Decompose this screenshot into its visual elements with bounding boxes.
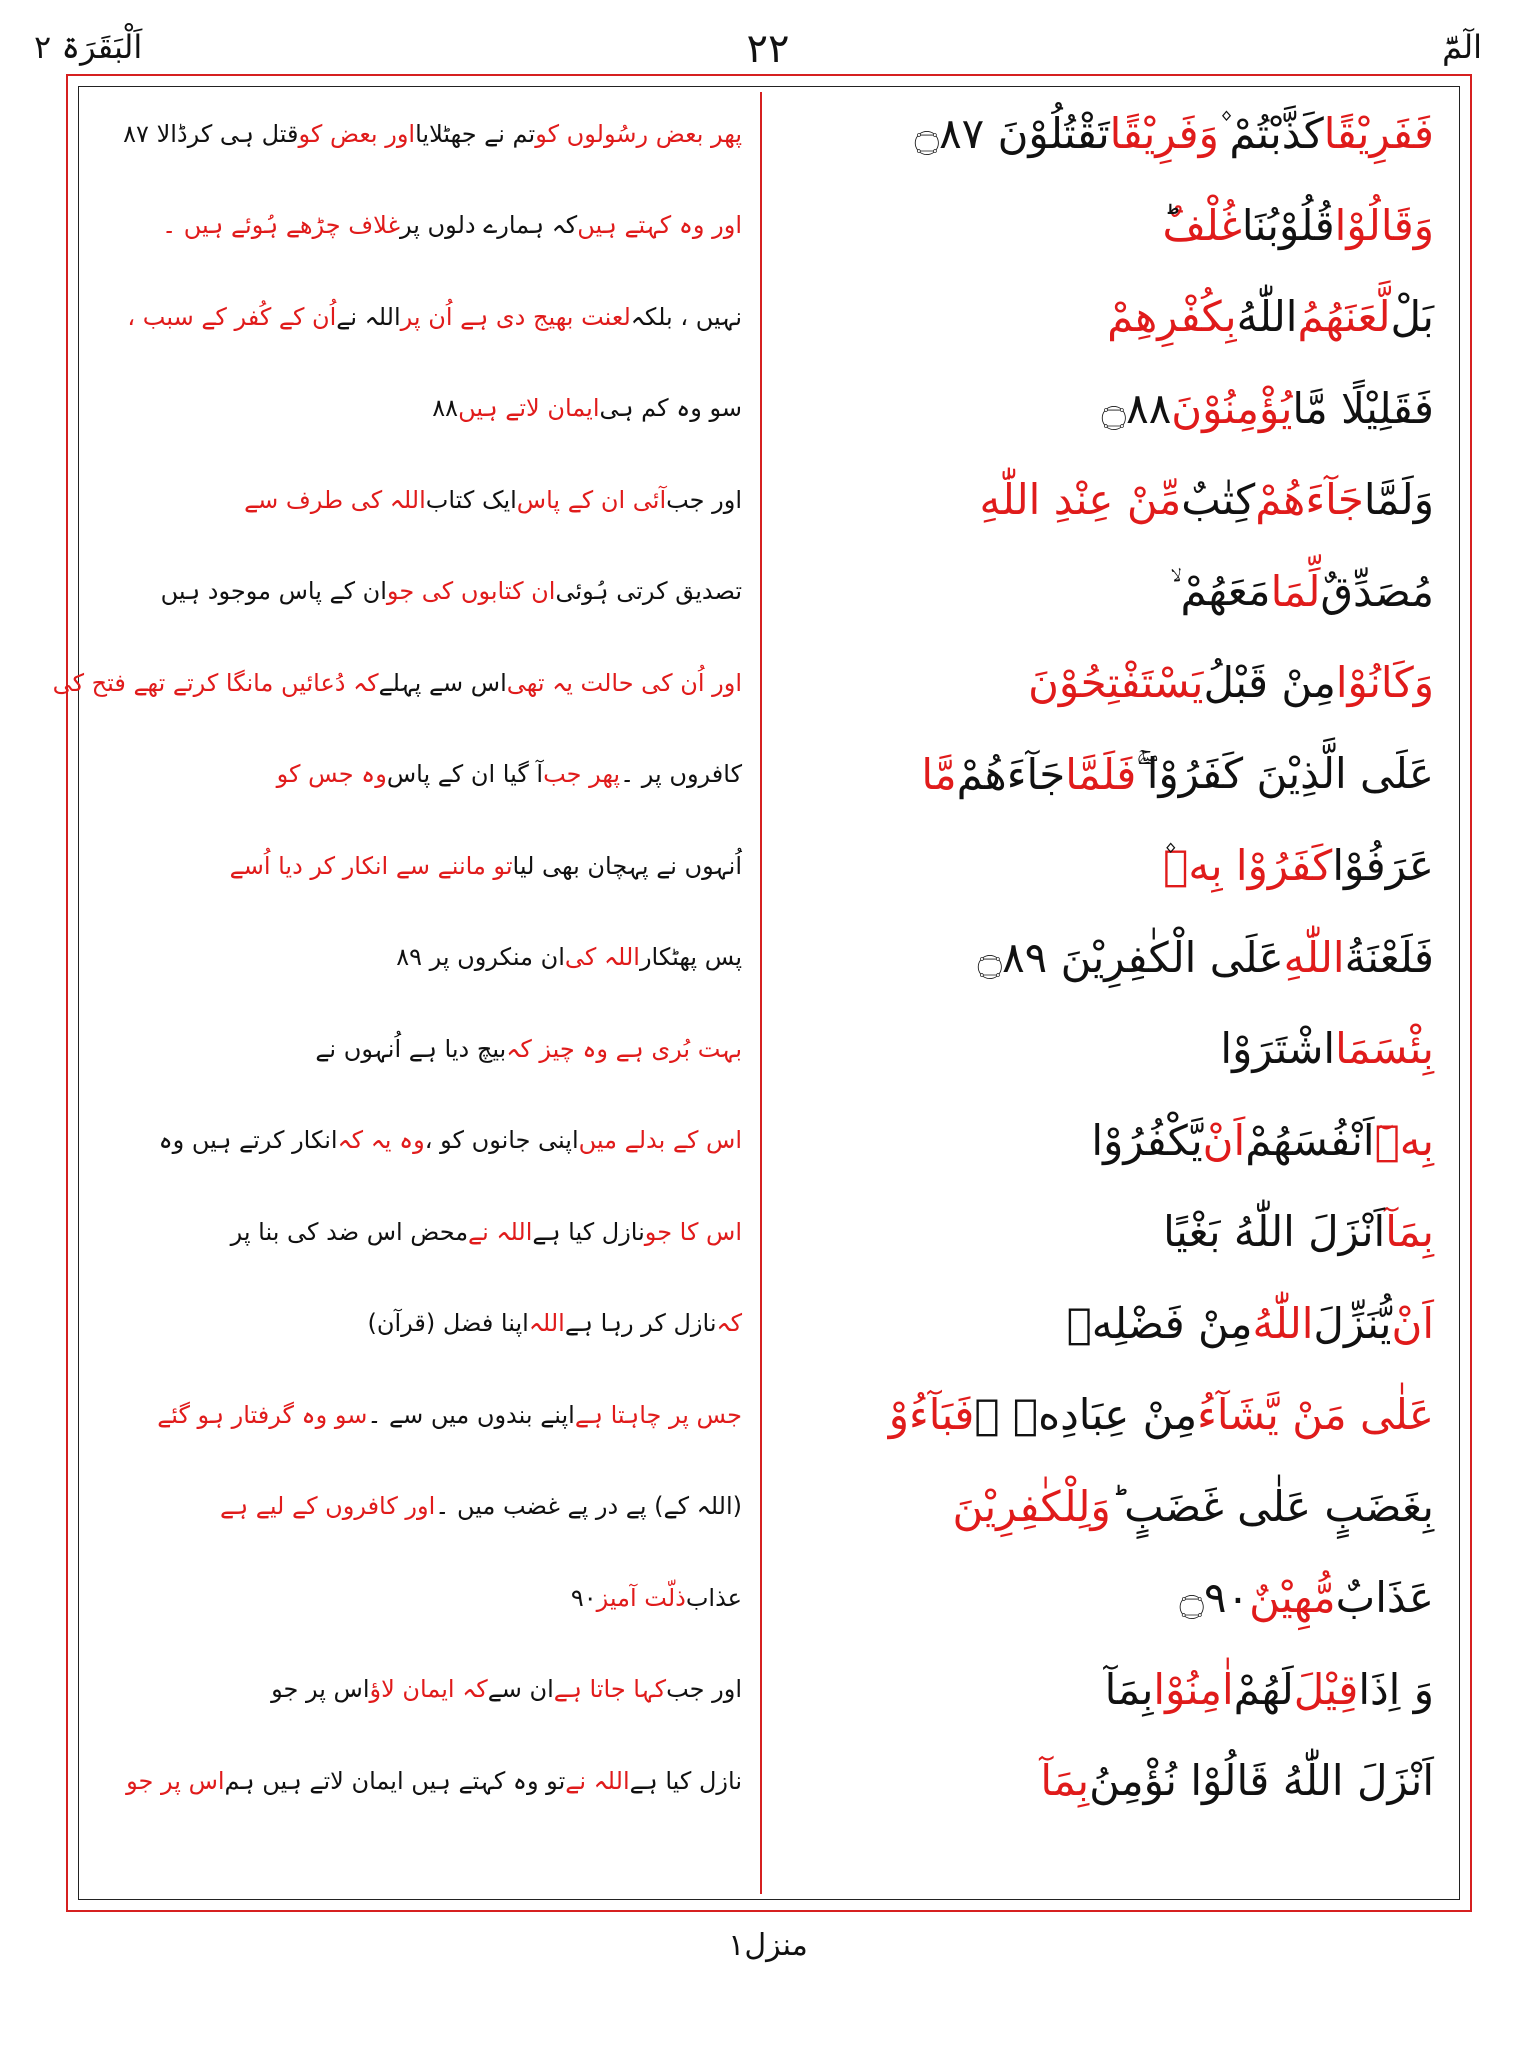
urdu-translation-line: [88, 1186, 756, 1278]
plain-text: كِتٰبٌ: [1181, 475, 1256, 525]
arabic-verse-line: [764, 1095, 1448, 1187]
surah-name: اَلْبَقَرَۃ ۲: [34, 28, 143, 66]
plain-text: مُصَدِّقٌ: [1320, 566, 1434, 616]
plain-text: اللہ نے: [336, 302, 401, 331]
plain-text: قُلُوْبُنَا: [1241, 200, 1335, 250]
highlighted-text: اور اُن کی حالت یہ تھی: [506, 668, 742, 697]
urdu-translation-line: [88, 271, 756, 363]
urdu-translation-line: [88, 1278, 756, 1370]
arabic-verse-line: [764, 88, 1448, 180]
plain-text: تم نے جھٹلایا: [415, 119, 536, 148]
highlighted-text: لعنت بھیج دی ہے اُن پر: [400, 302, 631, 331]
arabic-verse-line: [764, 546, 1448, 638]
highlighted-text: فَلَمَّا: [1065, 749, 1137, 799]
arabic-verse-line: [764, 271, 1448, 363]
plain-text: بِغَضَبٍ عَلٰى غَضَبٍ ؕ: [1110, 1481, 1434, 1531]
surah-short-name: الٓمّٓ: [1442, 28, 1482, 66]
highlighted-text: يُؤْمِنُوْنَ: [1171, 383, 1293, 433]
highlighted-text: مَّا: [921, 749, 957, 799]
arabic-verse-line: [764, 729, 1448, 821]
plain-text: انکار کرتے ہیں وہ: [158, 1126, 338, 1155]
highlighted-text: آئی ان کے پاس: [516, 485, 667, 514]
plain-text: بیچ دیا ہے اُنہوں نے: [315, 1034, 507, 1063]
plain-text: ان کے پاس موجود ہیں: [160, 577, 387, 606]
arabic-verse-line: [764, 820, 1448, 912]
highlighted-text: بِئْسَمَا: [1335, 1024, 1434, 1074]
arabic-verse-line: [764, 1003, 1448, 1095]
plain-text: عَلَى الَّذِيْنَ كَفَرُوْا ۚۖ: [1136, 749, 1434, 799]
urdu-translation-line: [88, 1369, 756, 1461]
plain-text: عَذَابٌ: [1335, 1573, 1434, 1623]
plain-text: عَلَى الْكٰفِرِيْنَ ۝٨٩: [977, 932, 1284, 982]
urdu-translation-line: [88, 363, 756, 455]
highlighted-text: اَنْ: [1391, 1298, 1434, 1348]
plain-text: پس پھٹکار: [639, 943, 742, 972]
plain-text: اشْتَرَوْا: [1220, 1024, 1336, 1074]
highlighted-text: وہ یہ کہ: [337, 1126, 425, 1155]
urdu-translation-line: [88, 1644, 756, 1736]
highlighted-text: تو ماننے سے انکار کر دیا اُسے: [229, 851, 513, 880]
plain-text: ایک کتاب: [425, 485, 517, 514]
highlighted-text: اس کا جو: [644, 1217, 742, 1246]
highlighted-text: اٰمِنُوْا: [1153, 1664, 1234, 1714]
plain-text: تَقْتُلُوْنَ ۝٨٧: [914, 109, 1110, 159]
arabic-verse-line: [764, 1644, 1448, 1736]
plain-text: آ گیا ان کے پاس: [386, 760, 544, 789]
plain-text: مَعَهُمْ ۙ: [1169, 566, 1271, 616]
arabic-verse-line: [764, 454, 1448, 546]
highlighted-text: وَلِلْكٰفِرِيْنَ: [952, 1481, 1111, 1531]
highlighted-text: ایمان لاتے ہیں: [458, 394, 600, 423]
arabic-verse-line: [764, 1461, 1448, 1553]
highlighted-text: بِهٖٓ: [1374, 1115, 1434, 1165]
plain-text: اپنا فضل (قرآن): [367, 1309, 529, 1338]
plain-text: ۝٨٨: [1101, 383, 1172, 433]
plain-text: بَلْ: [1390, 292, 1434, 342]
arabic-verse-line: [764, 180, 1448, 272]
arabic-verse-line: [764, 1369, 1448, 1461]
highlighted-text: اللہ: [528, 1309, 565, 1338]
highlighted-text: اور وہ کہتے ہیں: [577, 211, 742, 240]
plain-text: فَلَعْنَةُ: [1344, 932, 1434, 982]
highlighted-text: مُّهِيْنٌ: [1249, 1573, 1336, 1623]
plain-text: اُنہوں نے پہچان بھی لیا: [512, 851, 742, 880]
highlighted-text: عَلٰى مَنْ يَّشَآءُ: [1197, 1390, 1434, 1440]
plain-text: اللّٰهُ: [1236, 292, 1298, 342]
highlighted-text: اللّٰهِ: [1283, 932, 1345, 982]
highlighted-text: اللہ کی طرف سے: [244, 485, 426, 514]
highlighted-text: لَّعَنَهُمُ: [1297, 292, 1391, 342]
highlighted-text: وَفَرِيْقًا: [1109, 109, 1219, 159]
urdu-translation-line: [88, 1095, 756, 1187]
plain-text: ۸۸: [432, 394, 459, 423]
highlighted-text: بِمَآ: [1040, 1756, 1090, 1806]
arabic-verse-line: [764, 1278, 1448, 1370]
highlighted-text: بِمَآ: [1385, 1207, 1434, 1257]
urdu-translation-line: [88, 729, 756, 821]
urdu-translation-line: [88, 1552, 756, 1644]
plain-text: فَقَلِيْلًا مَّا: [1292, 383, 1434, 433]
plain-text: اَنْزَلَ اللّٰهُ بَغْيًا: [1163, 1207, 1386, 1257]
plain-text: ان سے: [487, 1675, 554, 1704]
highlighted-text: کہ دُعائیں مانگا کرتے تھے فتح کی: [52, 668, 379, 697]
plain-text: کہ ہمارے دلوں پر: [400, 211, 578, 240]
highlighted-text: ان کتابوں کی جو: [386, 577, 556, 606]
plain-text: تو وہ کہتے ہیں ایمان لاتے ہیں ہم: [224, 1766, 566, 1795]
plain-text: کافروں پر ۔: [620, 760, 742, 789]
urdu-translation-line: [88, 180, 756, 272]
column-divider: [760, 92, 762, 1894]
urdu-translation-column: [52, 88, 756, 1827]
highlighted-text: اُن کے کُفر کے سبب ،: [127, 302, 337, 331]
plain-text: كَذَّبْتُمْ ۫: [1218, 108, 1324, 158]
highlighted-text: وہ جس کو: [276, 760, 387, 789]
arabic-verse-line: [764, 1552, 1448, 1644]
plain-text: اور جب: [666, 1675, 742, 1704]
plain-text: مِنْ قَبْلُ: [1203, 658, 1336, 708]
highlighted-text: وَكَانُوْا: [1335, 658, 1434, 708]
highlighted-text: كَفَرُوْا بِهٖ: [1163, 841, 1333, 891]
plain-text: نازل کر رہا ہے: [564, 1309, 717, 1338]
plain-text: وَلَمَّا: [1363, 475, 1434, 525]
highlighted-text: کہ: [716, 1309, 742, 1338]
urdu-translation-line: [52, 637, 756, 729]
highlighted-text: غلاف چڑھے ہُوئے ہیں ۔: [162, 211, 400, 240]
plain-text: نازل کیا ہے: [629, 1766, 742, 1795]
plain-text: مِنْ عِبَادِهٖ ۚ: [974, 1390, 1198, 1440]
highlighted-text: اللہ نے: [468, 1217, 533, 1246]
highlighted-text: يَسْتَفْتِحُوْنَ: [1028, 658, 1204, 708]
plain-text: ۹۰: [570, 1583, 597, 1612]
plain-text: يَّكْفُرُوْا: [1091, 1115, 1203, 1165]
plain-text: جَآءَهُمْ: [956, 749, 1066, 799]
highlighted-text: پھر بعض رسُولوں کو: [535, 119, 742, 148]
plain-text: وَ اِذَا: [1358, 1664, 1434, 1714]
highlighted-text: سو وہ گرفتار ہو گئے: [157, 1400, 368, 1429]
plain-text: عَرَفُوْا: [1332, 841, 1434, 891]
urdu-translation-line: [88, 1735, 756, 1827]
plain-text: نہیں ، بلکہ: [630, 302, 742, 331]
plain-text: اپنی جانوں کو ،: [424, 1126, 579, 1155]
plain-text: اَنْفُسَهُمْ: [1245, 1115, 1375, 1165]
urdu-translation-line: [88, 88, 756, 180]
arabic-verse-line: [764, 912, 1448, 1004]
plain-text: يُّنَزِّلَ: [1313, 1298, 1392, 1348]
highlighted-text: اَنْ: [1202, 1115, 1246, 1165]
plain-text: بِمَآ: [1104, 1664, 1154, 1714]
plain-text: اَنْزَلَ اللّٰهُ قَالُوْا نُؤْمِنُ: [1089, 1756, 1434, 1806]
plain-text: نازل کیا ہے: [532, 1217, 645, 1246]
highlighted-text: بِكُفْرِهِمْ: [1107, 292, 1237, 342]
highlighted-text: فَبَآءُوْ: [888, 1390, 975, 1440]
arabic-verse-line: [764, 1186, 1448, 1278]
highlighted-text: بہت بُری ہے وہ چیز کہ: [506, 1034, 742, 1063]
arabic-verse-line: [764, 1735, 1448, 1827]
highlighted-text: لِّمَا: [1270, 566, 1321, 616]
highlighted-text: غُلْفٌ: [1162, 200, 1242, 250]
highlighted-text: کہا جاتا ہے: [553, 1675, 667, 1704]
highlighted-text: ذلّت آمیز: [596, 1583, 686, 1612]
highlighted-text: وَقَالُوْا: [1334, 200, 1434, 250]
urdu-translation-line: [88, 1003, 756, 1095]
plain-text: محض اس ضد کی بنا پر: [230, 1217, 469, 1246]
highlighted-text: مِّنْ عِنْدِ اللّٰهِ: [979, 475, 1182, 525]
plain-text: ان منکروں پر ۸۹: [396, 943, 565, 972]
plain-text: تصدیق کرتی ہُوئی: [555, 577, 742, 606]
highlighted-text: اور کافروں کے لیے ہے: [220, 1492, 436, 1521]
page-number: ۲۲: [746, 26, 790, 72]
urdu-translation-line: [88, 912, 756, 1004]
highlighted-text: اللہ کی: [564, 943, 640, 972]
plain-text: عذاب: [685, 1583, 742, 1612]
highlighted-text: اور بعض کو: [298, 119, 416, 148]
plain-text: اس پر جو: [271, 1675, 370, 1704]
plain-text: اس سے پہلے: [378, 668, 507, 697]
urdu-translation-line: [88, 1461, 756, 1553]
arabic-text-column: [764, 88, 1448, 1827]
urdu-translation-line: [88, 454, 756, 546]
arabic-verse-line: [764, 363, 1448, 455]
arabic-verse-line: [764, 637, 1448, 729]
highlighted-text: پھر جب: [543, 760, 621, 789]
highlighted-text: اس پر جو: [126, 1766, 225, 1795]
highlighted-text: جَآءَهُمْ: [1255, 475, 1364, 525]
plain-text: ۝٩٠: [1179, 1573, 1250, 1623]
highlighted-text: قِيْلَ: [1293, 1664, 1359, 1714]
highlighted-text: اس کے بدلے میں: [578, 1126, 742, 1155]
highlighted-text: اللہ نے: [565, 1766, 630, 1795]
plain-text: اور جب: [666, 485, 742, 514]
highlighted-text: جس پر چاہتا ہے: [574, 1400, 742, 1429]
urdu-translation-line: [88, 820, 756, 912]
plain-text: قتل ہی کرڈالا ۸۷: [123, 119, 299, 148]
highlighted-text: کہ ایمان لاؤ: [369, 1675, 488, 1704]
urdu-translation-line: [88, 546, 756, 638]
plain-text: (اللہ کے) پے در پے غضب میں ۔: [435, 1492, 742, 1521]
plain-text: سو وہ کم ہی: [599, 394, 742, 423]
plain-text: مِنْ فَضْلِهٖ: [1066, 1298, 1253, 1348]
plain-text: اپنے بندوں میں سے ۔: [367, 1400, 575, 1429]
highlighted-text: فَفَرِيْقًا: [1323, 109, 1434, 159]
manzil-label: منزل۱: [728, 1928, 808, 1963]
highlighted-text: اللّٰهُ: [1252, 1298, 1314, 1348]
plain-text: لَهُمْ: [1233, 1664, 1294, 1714]
